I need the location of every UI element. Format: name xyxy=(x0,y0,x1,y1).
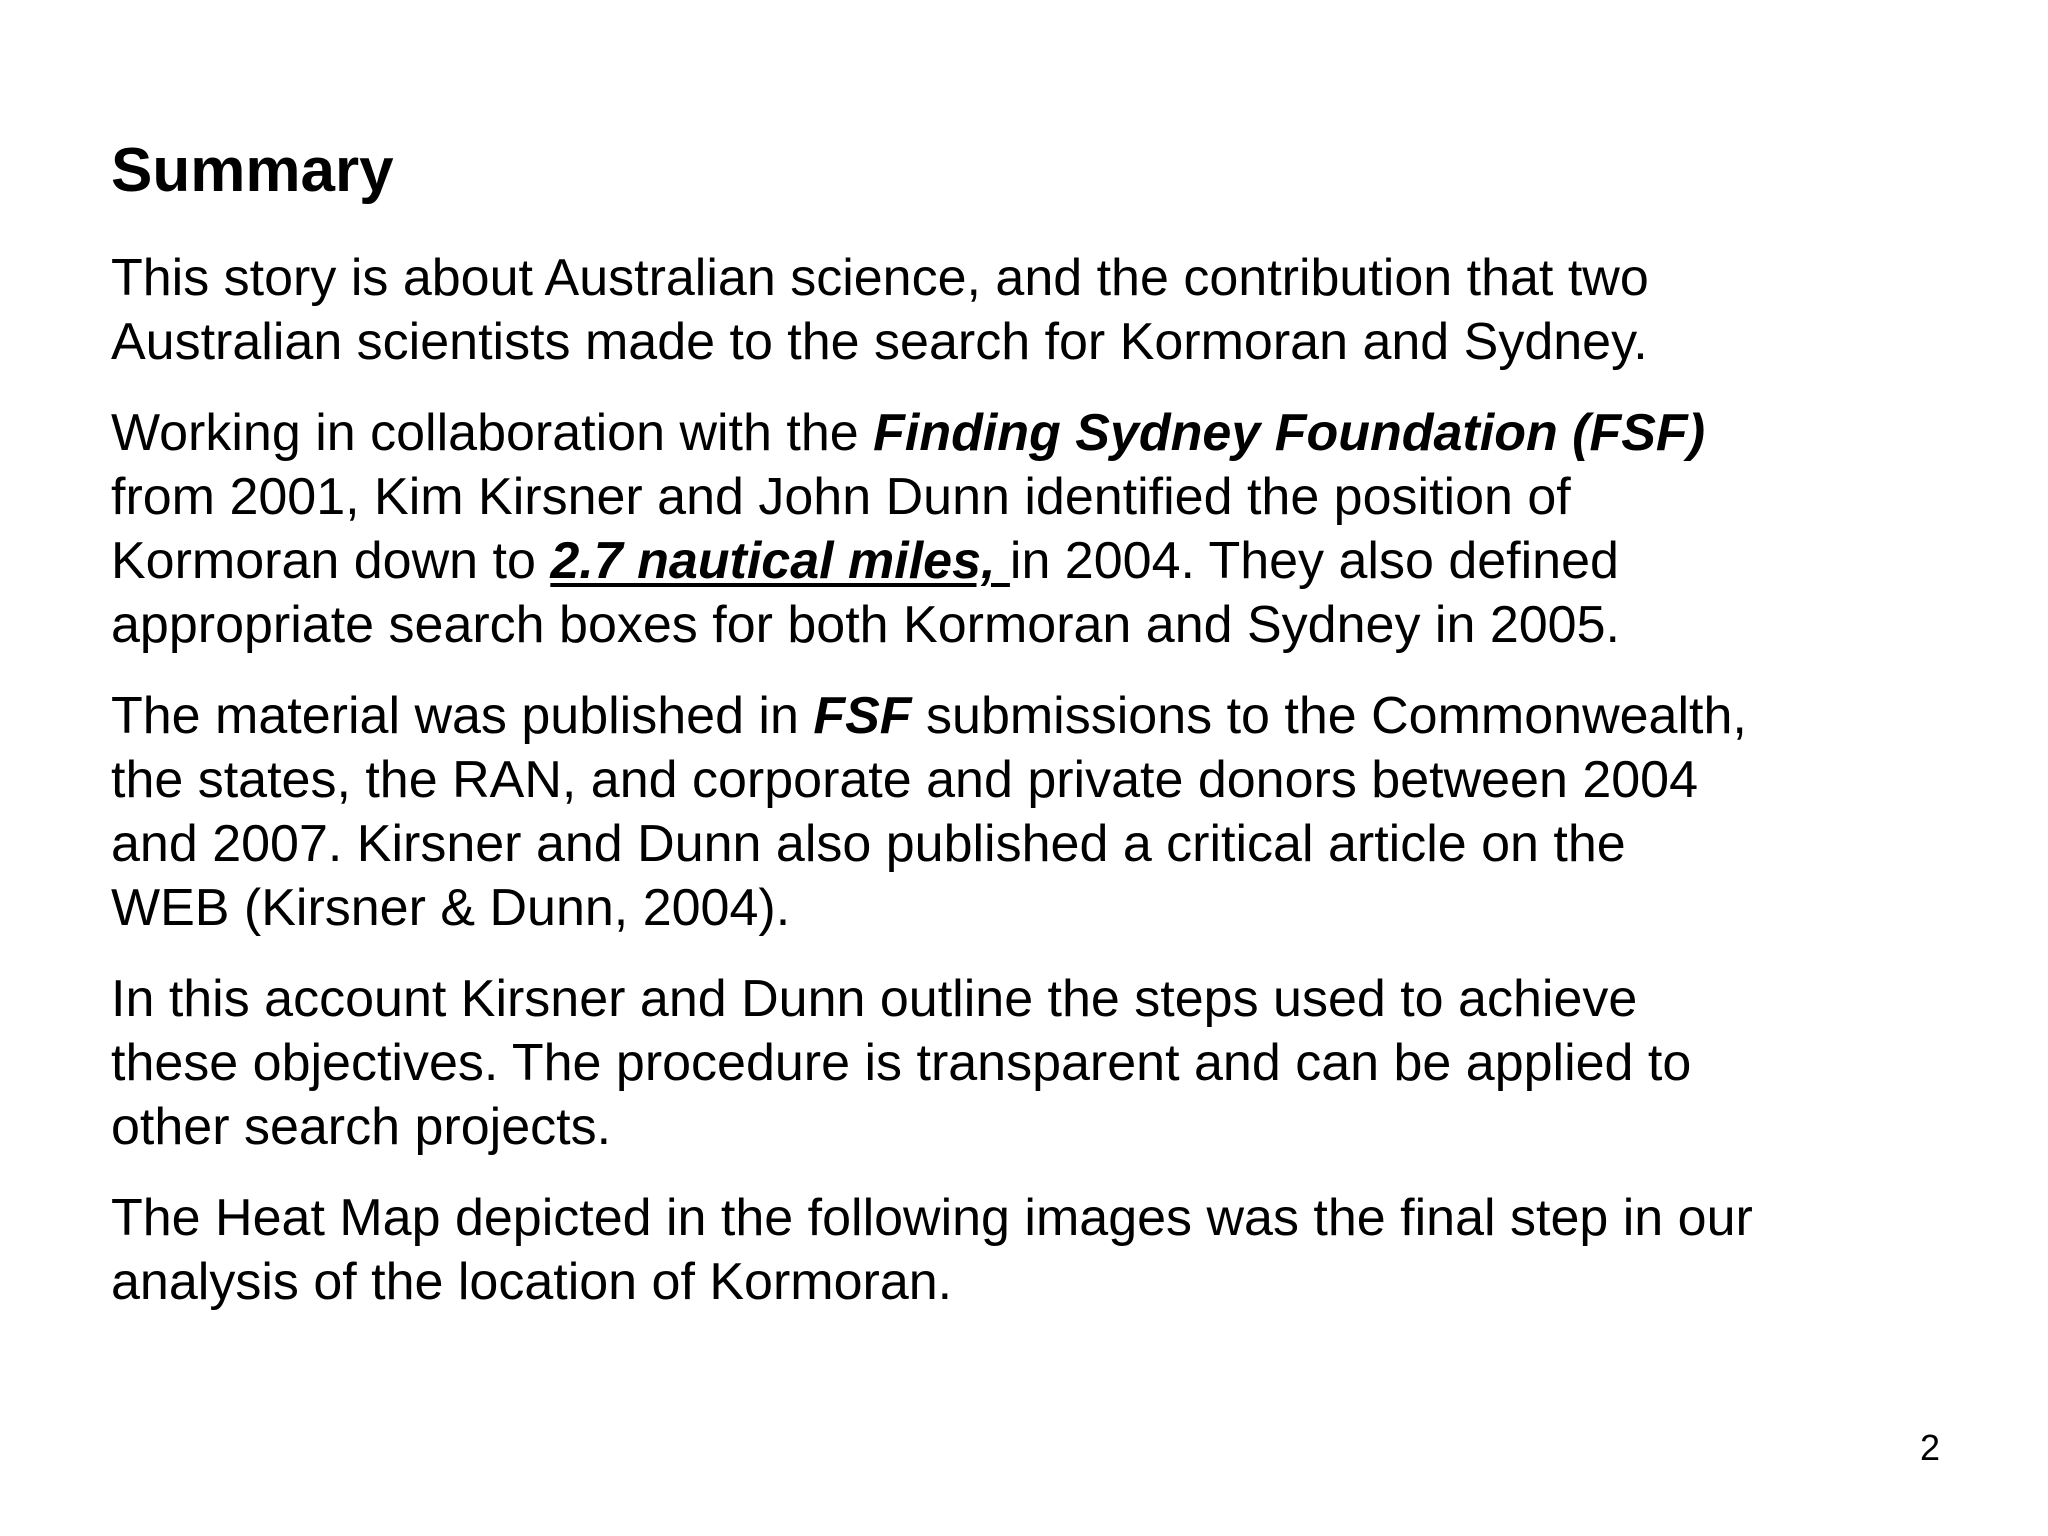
paragraph-text: analysis of the location of Kormoran. xyxy=(111,1253,953,1311)
paragraph-text: other search projects. xyxy=(111,1098,612,1156)
paragraph-text: appropriate search boxes for both Kormoran and Sydney in 2005. xyxy=(111,596,1620,654)
paragraph-text: In this account Kirsner and Dunn outline the steps used to achieve xyxy=(111,970,1638,1028)
paragraph-text: and 2007. Kirsner and Dunn also published a critical article on the xyxy=(111,815,1626,873)
slide-body xyxy=(111,246,1991,1341)
paragraph-text: these objectives. The procedure is transparent and can be applied to xyxy=(111,1034,1692,1092)
page-number: 2 xyxy=(1920,1427,1941,1468)
body-paragraph xyxy=(111,1186,1991,1314)
paragraph-text: WEB (Kirsner & Dunn, 2004). xyxy=(111,879,791,937)
emphasized-text: 2.7 nautical miles, xyxy=(550,532,1010,590)
paragraph-text: This story is about Australian science, and the contribution that two xyxy=(111,249,1649,307)
paragraph-text: Working in collaboration with the xyxy=(111,404,874,462)
body-paragraph xyxy=(111,401,1991,657)
paragraph-text: submissions to the Commonwealth, xyxy=(911,687,1747,745)
paragraph-text: Australian scientists made to the search for Kormoran and Sydney. xyxy=(111,313,1648,371)
paragraph-text: The material was published in xyxy=(111,687,814,745)
paragraph-text: in 2004. They also defined xyxy=(1009,532,1619,590)
body-paragraph xyxy=(111,246,1991,374)
paragraph-text: from 2001, Kim Kirsner and John Dunn identified the position of xyxy=(111,468,1571,526)
body-paragraph xyxy=(111,684,1991,940)
emphasized-text: Finding Sydney Foundation (FSF) xyxy=(873,404,1706,462)
body-paragraph xyxy=(111,967,1991,1159)
paragraph-text: Kormoran down to xyxy=(111,532,551,590)
emphasized-text: FSF xyxy=(813,687,912,745)
slide-title: Summary xyxy=(111,136,394,205)
paragraph-text: The Heat Map depicted in the following images was the final step in our xyxy=(111,1189,1753,1247)
paragraph-text: the states, the RAN, and corporate and private donors between 2004 xyxy=(111,751,1699,809)
